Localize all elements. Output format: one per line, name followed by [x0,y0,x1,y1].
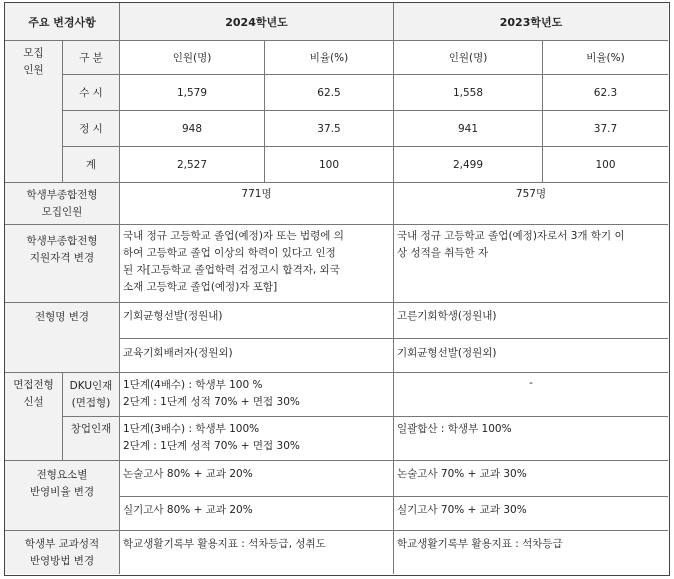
kind-text: 계 [85,159,97,171]
interview-label-cell [5,373,63,461]
table-row-kind [63,75,120,111]
comprehensive-2024 [120,183,394,225]
value-text: 교육기회배려자(정원외) [123,347,233,359]
element-ratio-2023-a [394,461,668,497]
grade-method-2023 [394,531,668,574]
table-row-kind [63,111,120,147]
value-text: 100 [318,158,340,171]
value-text: 국내 정규 고등학교 졸업(예정)자 또는 법령에 의 하여 고등학교 졸업 이상의 학력이 있다고 인정 된 자[고등학교 졸업학력 검정고시 합격자, 외국 소재 고등학교 졸업(예정)자 포함] [123,230,344,293]
table-cell [543,75,668,111]
table-row-kind [63,147,120,183]
value-text: 1단계(4배수) : 학생부 100 % 2단계 : 1단계 성적 70% + 면접 30% [123,379,300,408]
value-text: 37.5 [317,122,341,135]
ratio-2023-header [543,41,668,75]
table-cell [265,111,394,147]
interview-label: 면접전형 신설 [13,379,54,408]
value-text: 1,558 [452,86,484,99]
recruit-kind-header [63,41,120,75]
element-ratio-label-cell [5,461,120,531]
table-cell [394,75,543,111]
ratio-2024-header [265,41,394,75]
track-name-label: 전형명 변경 [34,311,90,323]
header-2024 [120,3,394,41]
kind-text: 정 시 [79,123,103,135]
sub-label: DKU인재 (면접형) [69,379,113,409]
value-text: 일괄합산 : 학생부 100% [397,423,512,435]
ratio-header-text: 비율(%) [309,52,349,64]
table-cell [543,147,668,183]
value-text: 국내 정규 고등학교 졸업(예정)자로서 3개 학기 이 상 성적을 취득한 자 [397,230,625,259]
value-text: 62.5 [317,86,341,99]
value-text: 2,527 [176,158,208,171]
kind-text: 수 시 [79,87,103,99]
eligibility-2024 [120,225,394,303]
value-text: 941 [457,122,479,135]
value-text: 757명 [515,188,547,200]
people-2024-header [120,41,265,75]
value-text: - [529,377,533,389]
eligibility-label: 학생부종합전형 지원자격 변경 [26,235,98,264]
eligibility-2023 [394,225,668,303]
recruit-label: 모집 인원 [23,47,44,76]
value-text: 100 [595,158,616,171]
table-cell [265,75,394,111]
year-2024-heading: 2024학년도 [225,15,288,29]
year-2023-heading: 2023학년도 [499,15,563,29]
kind-header-text: 구 분 [79,52,103,64]
table-cell [394,147,543,183]
recruit-label-cell [5,41,63,183]
interview-2024-dku [120,373,394,417]
element-ratio-label: 전형요소별 반영비율 변경 [29,469,95,498]
interview-2023-dku [394,373,668,417]
header-label-cell [5,3,120,41]
people-header-text: 인원(명) [172,52,212,64]
people-2023-header [394,41,543,75]
ratio-header-text: 비율(%) [586,52,625,64]
admission-changes-table [4,2,670,576]
value-text: 학교생활기록부 활용지표 : 석차등급, 성취도 [123,538,326,550]
track-name-2024-a [120,303,394,339]
interview-2024-startup [120,417,394,461]
value-text: 771명 [241,188,272,200]
value-text: 기회균형선발(정원외) [397,347,497,359]
value-text: 948 [181,122,203,135]
value-text: 실기고사 70% + 교과 30% [397,504,527,516]
track-name-2023-b [394,339,668,373]
value-text: 학교생활기록부 활용지표 : 석차등급 [397,538,563,550]
grade-method-label: 학생부 교과성적 반영방법 변경 [24,538,100,567]
value-text: 1,579 [176,86,208,99]
eligibility-label-cell [5,225,120,303]
comprehensive-label-cell [5,183,120,225]
value-text: 기회균형선발(정원내) [123,310,223,322]
table-cell [120,147,265,183]
table-cell [120,75,265,111]
value-text: 실기고사 80% + 교과 20% [123,504,253,516]
grade-method-label-cell [5,531,120,574]
value-text: 62.3 [593,86,618,99]
track-name-2024-b [120,339,394,373]
element-ratio-2023-b [394,497,668,531]
table-cell [120,111,265,147]
value-text: 1단계(3배수) : 학생부 100% 2단계 : 1단계 성적 70% + 면접 30% [123,423,300,452]
header-label: 주요 변경사항 [28,15,96,29]
grade-method-2024 [120,531,394,574]
value-text: 고른기회학생(정원내) [397,310,497,322]
table-cell [394,111,543,147]
interview-2023-startup [394,417,668,461]
comprehensive-2023 [394,183,668,225]
value-text: 논술고사 80% + 교과 20% [123,468,253,480]
value-text: 2,499 [452,158,484,171]
interview-sub-dku [63,373,120,417]
value-text: 논술고사 70% + 교과 30% [397,468,527,480]
element-ratio-2024-b [120,497,394,531]
sub-label: 창업인재 [70,423,112,435]
interview-sub-startup [63,417,120,461]
track-name-label-cell [5,303,120,373]
header-2023 [394,3,668,41]
people-header-text: 인원(명) [448,52,488,64]
track-name-2023-a [394,303,668,339]
element-ratio-2024-a [120,461,394,497]
table-cell [543,111,668,147]
table-cell [265,147,394,183]
value-text: 37.7 [593,122,618,135]
comprehensive-label: 학생부종합전형 모집인원 [26,188,98,218]
